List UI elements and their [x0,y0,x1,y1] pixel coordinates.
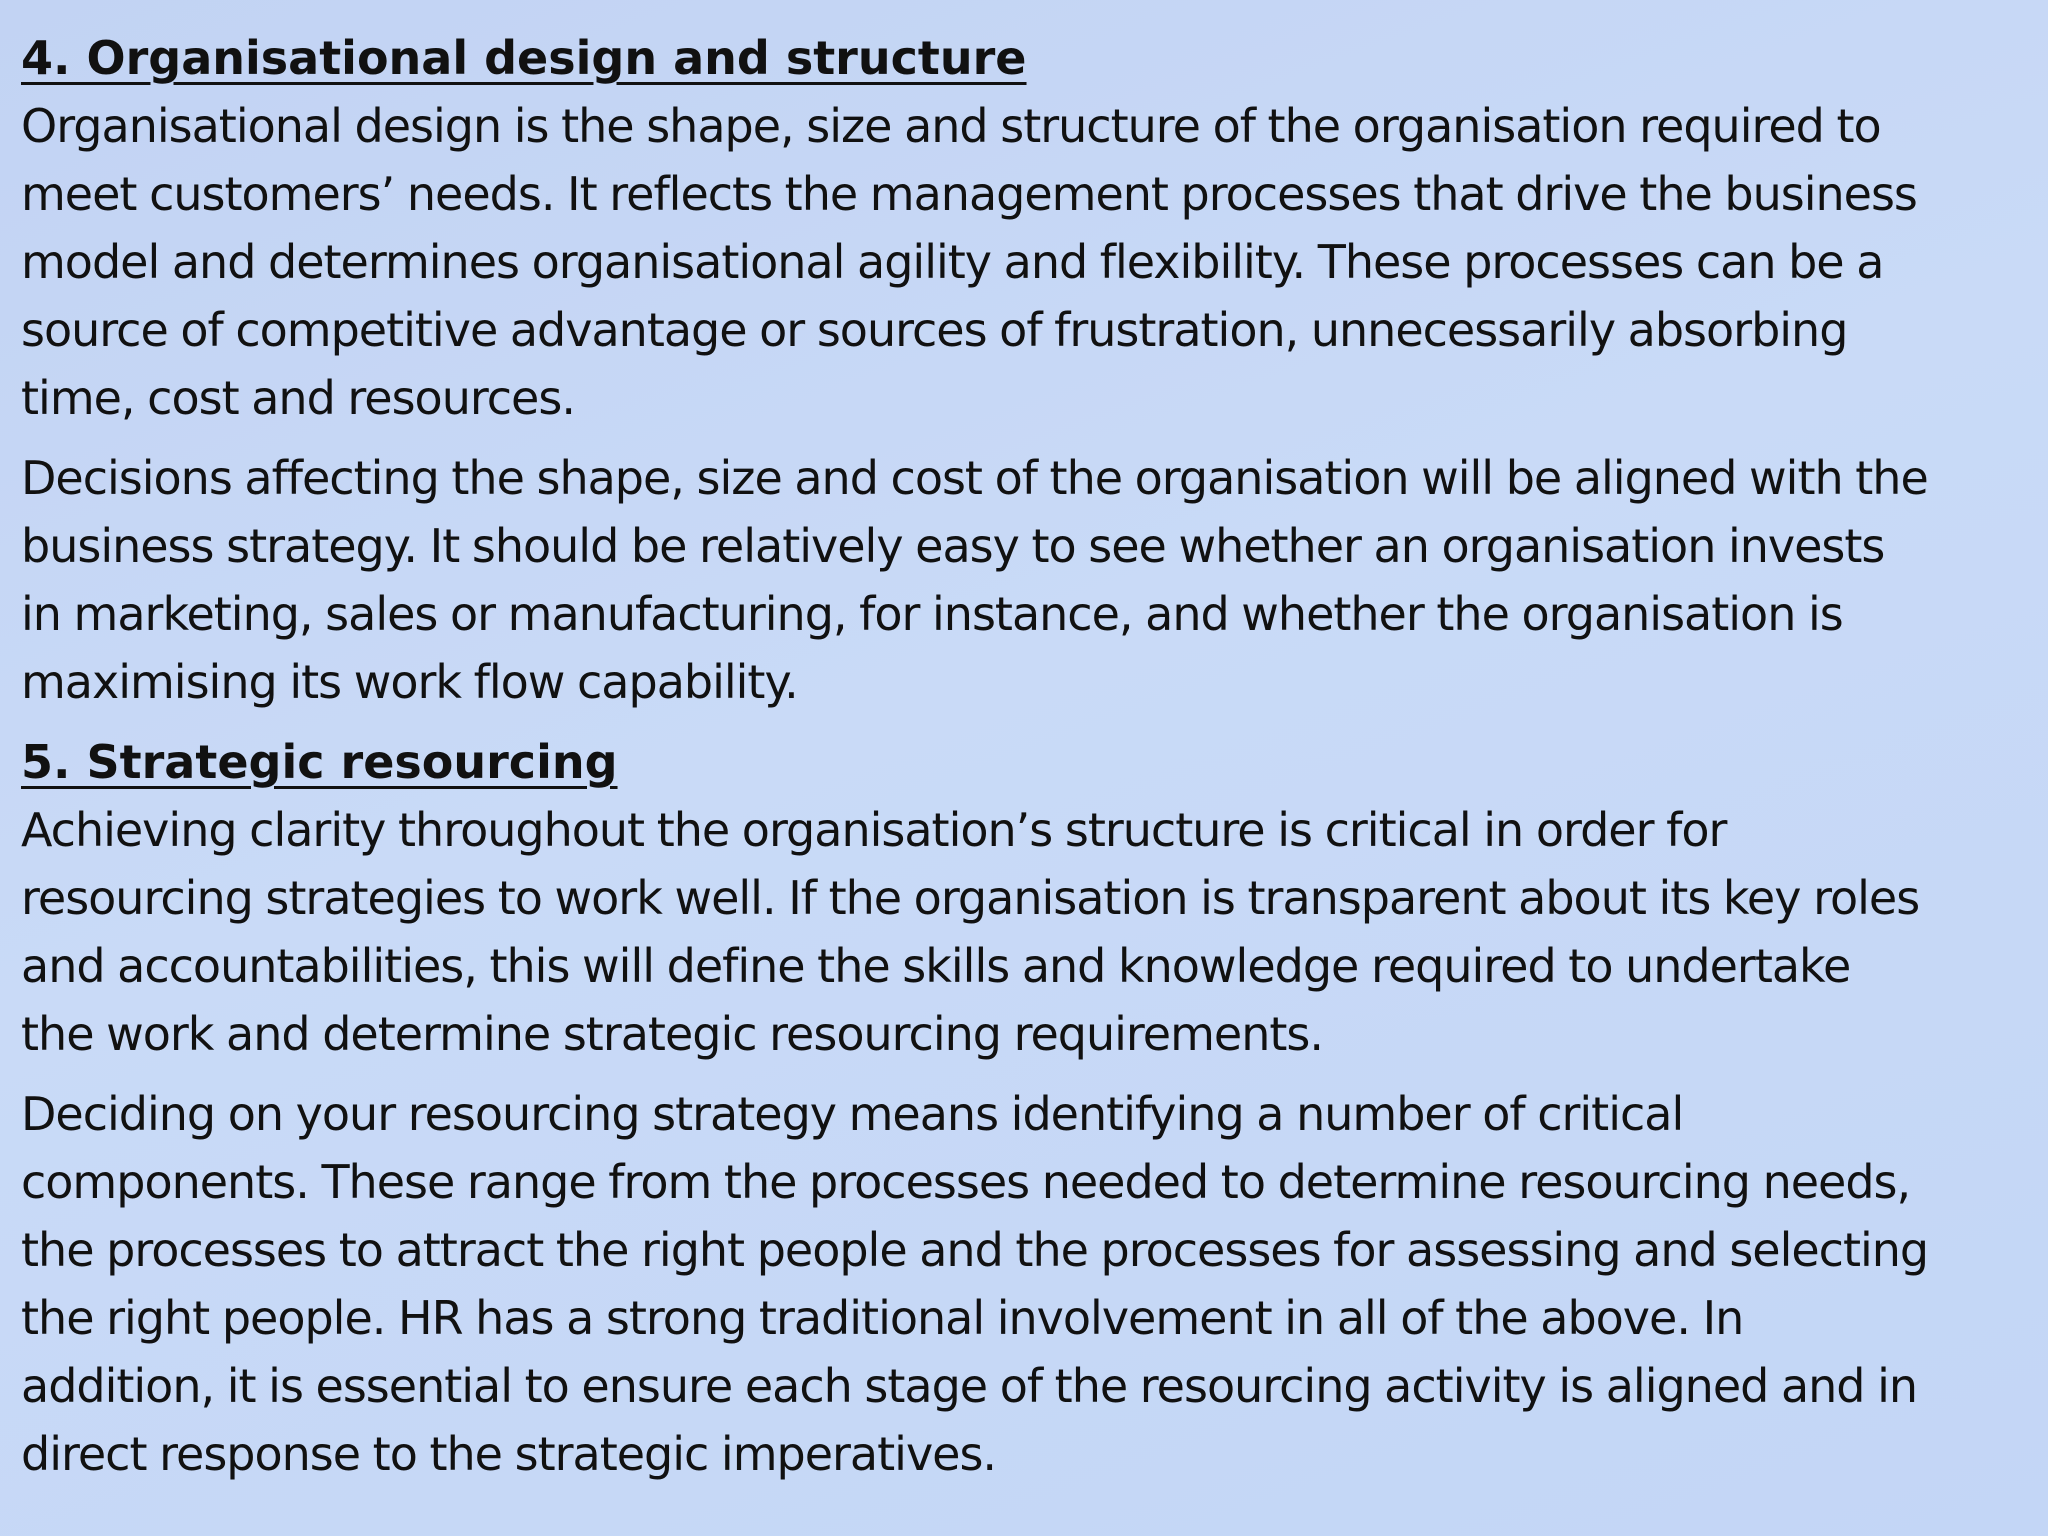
paragraph-resourcing-clarity [21,796,2030,1068]
text-line: the work and determine strategic resourcing requirements. [21,1007,1323,1061]
text-line: the processes to attract the right people and the processes for assessing and selecting [21,1223,1929,1277]
text-line: maximising its work flow capability. [21,655,798,709]
text-line: Achieving clarity throughout the organisation’s structure is critical in order for [21,803,1727,857]
text-line: meet customers’ needs. It reflects the management processes that drive the business [21,167,1917,221]
text-line: Decisions affecting the shape, size and cost of the organisation will be aligned with the [21,451,1928,505]
text-line: components. These range from the processes needed to determine resourcing needs, [21,1155,1911,1209]
text-line: in marketing, sales or manufacturing, for instance, and whether the organisation is [21,587,1843,641]
text-line: model and determines organisational agility and flexibility. These processes can be a [21,235,1884,289]
paragraph-organisational-design-definition [21,92,2030,432]
section-heading-organisational-design: 4. Organisational design and structure [21,31,1027,85]
text-line: and accountabilities, this will define the skills and knowledge required to undertake [21,939,1851,993]
text-line: source of competitive advantage or sources of frustration, unnecessarily absorbing [21,303,1848,357]
paragraph-resourcing-strategy [21,1080,2030,1488]
text-line: addition, it is essential to ensure each stage of the resourcing activity is aligned and in [21,1359,1918,1413]
text-line: Deciding on your resourcing strategy means identifying a number of critical [21,1087,1684,1141]
text-line: business strategy. It should be relatively easy to see whether an organisation invests [21,519,1885,573]
text-line: the right people. HR has a strong traditional involvement in all of the above. In [21,1291,1744,1345]
text-line: resourcing strategies to work well. If the organisation is transparent about its key roles [21,871,1920,925]
text-line: Organisational design is the shape, size and structure of the organisation required to [21,99,1881,153]
text-line: direct response to the strategic imperatives. [21,1427,997,1481]
section-heading-strategic-resourcing: 5. Strategic resourcing [21,735,618,789]
text-line: time, cost and resources. [21,371,575,425]
paragraph-organisational-decisions [21,444,2030,716]
